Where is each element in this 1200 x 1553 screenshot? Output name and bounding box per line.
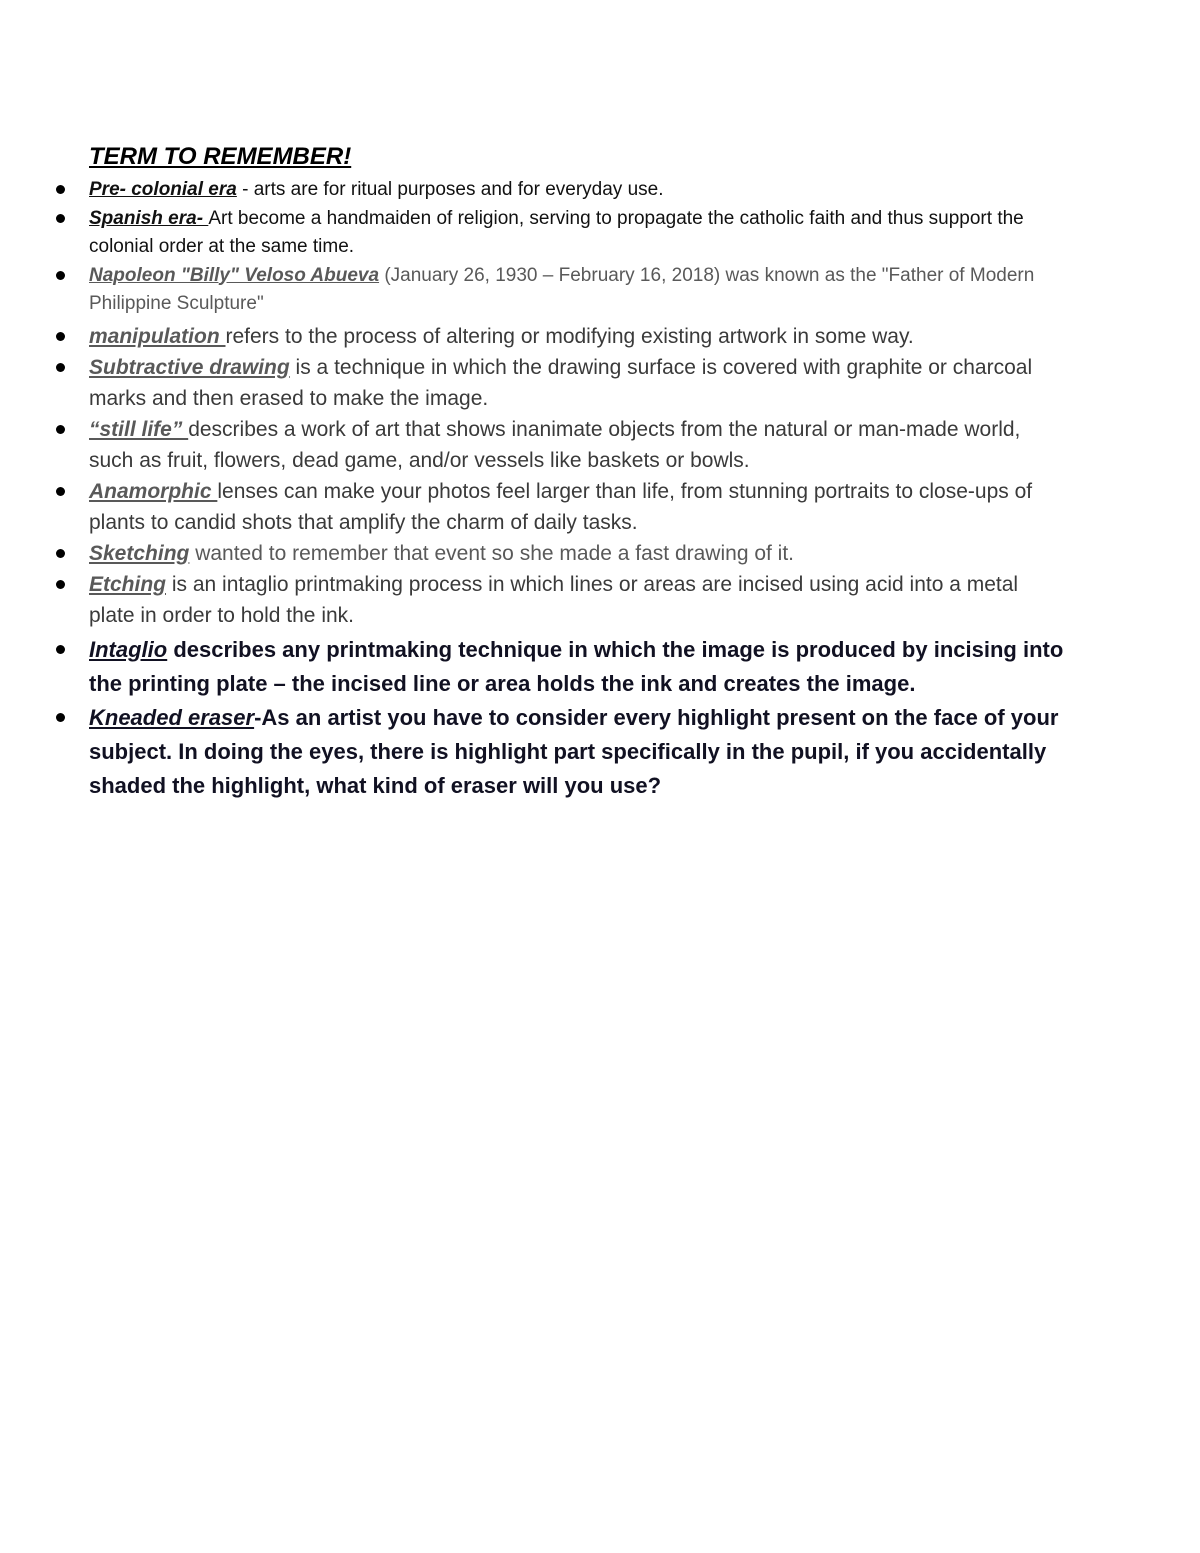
term-description: is a technique in which the drawing surface is covered with graphite or charcoal marks and then erased to make the image. xyxy=(89,355,1033,410)
bullet-icon xyxy=(56,549,65,558)
term-label: Spanish era- xyxy=(89,207,209,229)
list-item-intaglio xyxy=(0,633,1064,701)
term-label: Anamorphic xyxy=(89,479,218,503)
term-label: Sketching xyxy=(89,541,190,565)
page-title: TERM TO REMEMBER! xyxy=(89,143,352,170)
list-item-still-life xyxy=(0,414,1064,476)
term-description: lenses can make your photos feel larger than life, from stunning portraits to close-ups of plants to candid shots that amplify the charm of daily tasks. xyxy=(89,479,1033,534)
list-item-subtractive-drawing xyxy=(0,352,1064,414)
term-description: (January 26, 1930 – February 16, 2018) was known as the "Father of Modern Philippine Sculpture" xyxy=(89,264,1035,314)
bullet-icon xyxy=(56,580,65,589)
term-label: “still life” xyxy=(89,417,189,441)
term-description: describes a work of art that shows inanimate objects from the natural or man-made world, such as fruit, flowers, dead game, and/or vessels like baskets or bowls. xyxy=(89,417,1021,472)
list-item-spanish-era xyxy=(0,205,1064,262)
list-item-anamorphic xyxy=(0,476,1064,538)
bullet-icon xyxy=(56,214,65,223)
term-description: Art become a handmaiden of religion, serving to propagate the catholic faith and thus support the colonial order at the same time. xyxy=(89,207,1024,257)
term-label: Intaglio xyxy=(89,636,168,662)
list-item-napoleon-abueva xyxy=(0,262,1064,319)
bullet-icon xyxy=(56,271,65,280)
term-label: manipulation xyxy=(89,324,226,348)
list-item-pre-colonial-era xyxy=(0,176,1064,205)
term-description: refers to the process of altering or modifying existing artwork in some way. xyxy=(225,324,914,348)
term-list xyxy=(0,176,1200,803)
term-label: Pre- colonial era xyxy=(89,179,237,200)
bullet-icon xyxy=(56,363,65,372)
list-item-manipulation xyxy=(0,321,1064,352)
term-label: Etching xyxy=(89,572,166,596)
list-item-etching xyxy=(0,569,1064,631)
term-description: is an intaglio printmaking process in which lines or areas are incised using acid into a metal plate in order to hold the ink. xyxy=(89,572,1019,627)
bullet-icon xyxy=(56,425,65,434)
bullet-icon xyxy=(56,713,65,722)
term-label: Subtractive drawing xyxy=(89,355,290,379)
bullet-icon xyxy=(56,645,65,654)
bullet-icon xyxy=(56,487,65,496)
term-label: Kneaded eraser xyxy=(89,704,255,730)
term-description: wanted to remember that event so she made a fast drawing of it. xyxy=(189,541,795,565)
bullet-icon xyxy=(56,332,65,341)
term-description: - arts are for ritual purposes and for everyday use. xyxy=(236,179,664,200)
term-description: -As an artist you have to consider every highlight present on the face of your subject. In doing the eyes, there is highlight part specifically in the pupil, if you accidentally shaded the highlight, what kind of eraser will you use? xyxy=(89,704,1059,798)
term-label: Napoleon "Billy" Veloso Abueva xyxy=(89,264,380,286)
list-item-sketching xyxy=(0,538,1064,569)
bullet-icon xyxy=(56,185,65,194)
list-item-kneaded-eraser xyxy=(0,701,1064,803)
term-description: describes any printmaking technique in which the image is produced by incising into the printing plate – the incised line or area holds the ink and creates the image. xyxy=(89,636,1064,696)
